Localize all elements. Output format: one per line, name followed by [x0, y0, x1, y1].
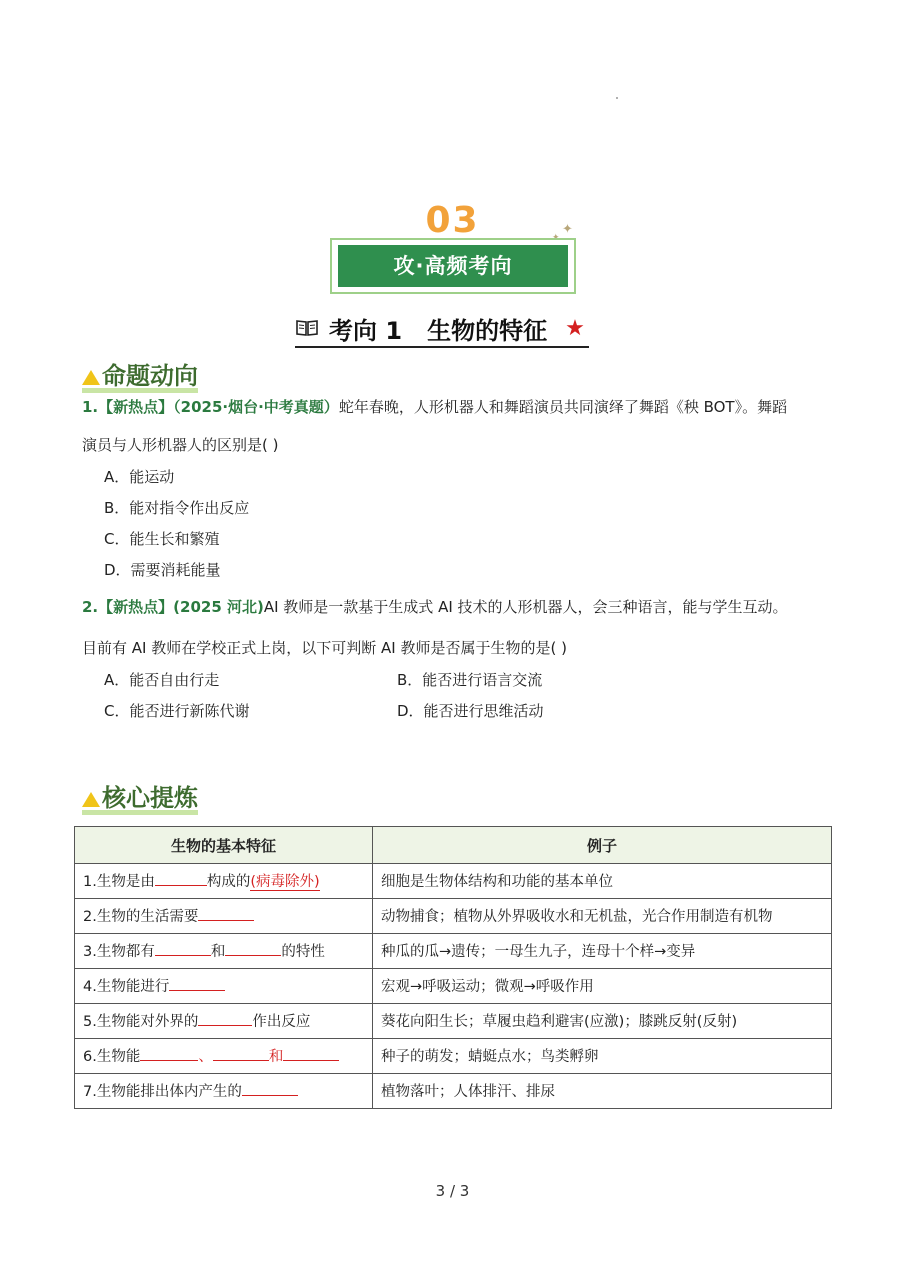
question-2-option-c: C．能否进行新陈代谢	[104, 702, 250, 720]
fill-blank	[213, 1046, 269, 1061]
example-cell: 种子的萌发；蜻蜓点水；鸟类孵卵	[373, 1039, 832, 1074]
features-table	[74, 826, 832, 1109]
sparkle-icon: ✦	[552, 233, 560, 243]
section-number: 03	[425, 200, 480, 241]
table-row	[75, 864, 832, 899]
example-cell: 种瓜的瓜→遗传；一母生九子，连母十个样→变异	[373, 934, 832, 969]
fill-blank	[198, 906, 254, 921]
question-1-option-c: C．能生长和繁殖	[104, 530, 220, 548]
star-icon: ★	[565, 315, 585, 341]
table-row	[75, 899, 832, 934]
feature-cell: 3.生物都有 和 的特性	[75, 934, 373, 969]
feature-cell: 1.生物是由 构成的(病毒除外)	[75, 864, 373, 899]
example-cell: 植物落叶；人体排汗、排尿	[373, 1074, 832, 1109]
topic-title: 考向 1 生物的特征	[329, 316, 548, 345]
question-1-option-b: B．能对指令作出反应	[104, 499, 250, 517]
question-1-stem: 1.【新热点】（2025·烟台·中考真题）蛇年春晚，人形机器人和舞蹈演员共同演绎了舞蹈《秧 BOT》。舞蹈	[82, 398, 788, 416]
fill-blank	[242, 1081, 298, 1096]
note-text: (病毒除外)	[250, 874, 320, 890]
table-header-row	[75, 827, 832, 864]
question-1-stem-cont: 演员与人形机器人的区别是( )	[82, 436, 279, 454]
example-cell: 动物捕食；植物从外界吸收水和无机盐，光合作用制造有机物	[373, 899, 832, 934]
example-cell: 葵花向阳生长；草履虫趋利避害(应激)；膝跳反射(反射)	[373, 1004, 832, 1039]
table-row	[75, 934, 832, 969]
fill-blank	[198, 1011, 252, 1026]
book-icon	[295, 319, 319, 337]
feature-cell: 2.生物的生活需要	[75, 899, 373, 934]
feature-cell: 4.生物能进行	[75, 969, 373, 1004]
feature-cell: 6.生物能 、 和	[75, 1039, 373, 1074]
table-row	[75, 1074, 832, 1109]
table-row	[75, 1039, 832, 1074]
fill-blank	[169, 976, 225, 991]
question-2-option-a: A．能否自由行走	[104, 671, 220, 689]
topic-heading	[295, 310, 589, 348]
fill-blank	[225, 941, 281, 956]
question-1-option-d: D．需要消耗能量	[104, 561, 221, 579]
fill-blank	[140, 1046, 198, 1061]
table-header: 例子	[373, 827, 832, 864]
speck	[616, 97, 618, 99]
page-number: 3 / 3	[435, 1182, 470, 1200]
table-row	[75, 1004, 832, 1039]
table-row	[75, 969, 832, 1004]
fill-blank	[155, 941, 211, 956]
sparkle-icon: ✦	[562, 222, 573, 237]
question-2-option-b: B．能否进行语言交流	[397, 671, 543, 689]
section-heading-proposition: 命题动向	[82, 356, 198, 391]
triangle-icon	[82, 370, 100, 385]
fill-blank	[155, 871, 207, 886]
question-2-option-d: D．能否进行思维活动	[397, 702, 544, 720]
section-title-badge: 攻·高频考向	[338, 245, 568, 287]
feature-cell: 7.生物能排出体内产生的	[75, 1074, 373, 1109]
question-2-stem-cont: 目前有 AI 教师在学校正式上岗，以下可判断 AI 教师是否属于生物的是( )	[82, 639, 567, 657]
example-cell: 细胞是生物体结构和功能的基本单位	[373, 864, 832, 899]
fill-blank	[283, 1046, 339, 1061]
question-2-stem: 2.【新热点】(2025 河北)AI 教师是一款基于生成式 AI 技术的人形机器人，会三种语言，能与学生互动。	[82, 598, 788, 616]
section-heading-core: 核心提炼	[82, 778, 198, 813]
example-cell: 宏观→呼吸运动；微观→呼吸作用	[373, 969, 832, 1004]
feature-cell: 5.生物能对外界的 作出反应	[75, 1004, 373, 1039]
triangle-icon	[82, 792, 100, 807]
question-1-option-a: A．能运动	[104, 468, 175, 486]
table-header: 生物的基本特征	[75, 827, 373, 864]
